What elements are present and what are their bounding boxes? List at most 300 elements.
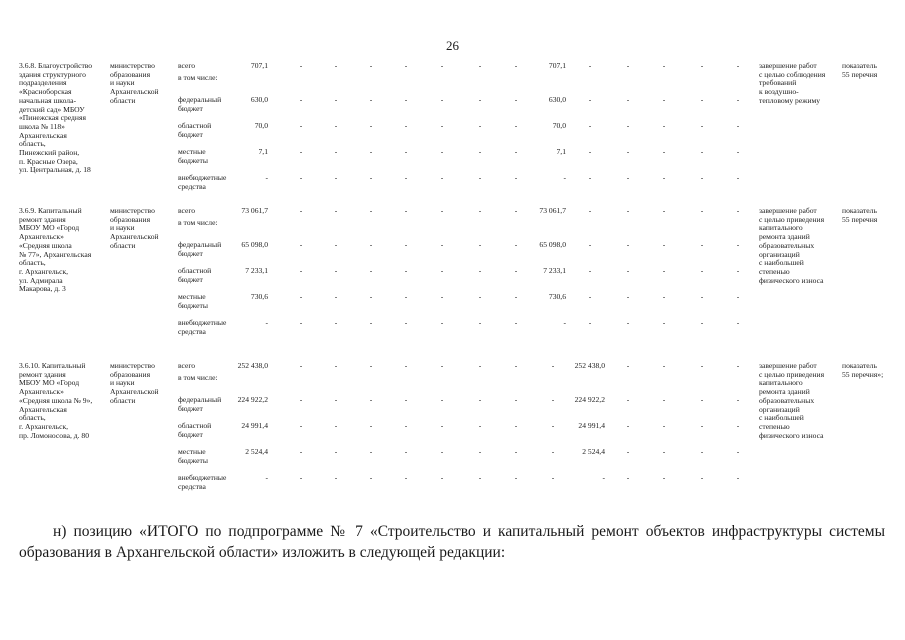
empty-cell-dash: - — [700, 361, 704, 370]
indicator-line: показатель — [842, 361, 877, 370]
source-label-federal: бюджет — [178, 248, 203, 258]
empty-cell-dash: - — [299, 173, 303, 182]
empty-cell-dash: - — [626, 266, 630, 275]
empty-cell-dash: - — [369, 61, 373, 70]
object-name-line: Архангельск» — [19, 232, 64, 242]
empty-cell-dash: - — [440, 447, 444, 456]
empty-cell-dash: - — [662, 206, 666, 215]
empty-cell-dash: - — [369, 147, 373, 156]
empty-cell-dash: - — [588, 240, 592, 249]
amount-year-total: 707,1 — [548, 61, 566, 70]
empty-cell-dash: - — [440, 292, 444, 301]
empty-cell-dash: - — [662, 266, 666, 275]
expected-result-line: с целью приведения — [759, 369, 825, 379]
empty-cell-dash: - — [299, 421, 303, 430]
empty-cell-dash: - — [514, 121, 518, 130]
empty-cell-dash: - — [626, 206, 630, 215]
expected-result-line: организаций — [759, 249, 800, 259]
object-name-line: «Пинежская средняя — [19, 113, 86, 123]
empty-cell-dash: - — [369, 173, 373, 182]
amount-year-local: 730,6 — [548, 292, 566, 301]
amount-year-total: 73 061,7 — [539, 206, 566, 215]
executor-line: области — [110, 95, 136, 105]
empty-cell-dash: - — [299, 447, 303, 456]
empty-cell-dash: - — [662, 292, 666, 301]
table-row — [0, 62, 905, 212]
empty-cell-dash: - — [588, 121, 592, 130]
empty-cell-dash: - — [736, 266, 740, 275]
expected-result-line: завершение работ — [759, 206, 817, 215]
empty-cell-dash: - — [700, 147, 704, 156]
object-name-line: 3.6.8. Благоустройство — [19, 61, 93, 70]
object-name-line: 3.6.9. Капитальный — [19, 206, 82, 215]
source-label-local: бюджеты — [178, 455, 208, 465]
empty-cell-dash: - — [700, 61, 704, 70]
empty-cell-dash: - — [440, 95, 444, 104]
indicator-line: показатель — [842, 206, 877, 215]
expected-result-line: с наибольшей — [759, 258, 804, 268]
expected-result-line: образовательных — [759, 395, 815, 405]
executor-line: образования — [110, 214, 151, 224]
object-name-line: область, — [19, 139, 46, 149]
amount-year-extrabudget: - — [563, 173, 566, 182]
expected-result-line: завершение работ — [759, 361, 817, 370]
indicator-line: 55 перечня»; — [842, 369, 884, 379]
expected-result-line: с целью приведения — [759, 214, 825, 224]
empty-cell-dash: - — [514, 292, 518, 301]
empty-cell-dash: - — [514, 61, 518, 70]
empty-cell-dash: - — [551, 395, 555, 404]
empty-cell-dash: - — [404, 206, 408, 215]
empty-cell-dash: - — [369, 121, 373, 130]
empty-cell-dash: - — [478, 421, 482, 430]
empty-cell-dash: - — [299, 266, 303, 275]
empty-cell-dash: - — [440, 318, 444, 327]
empty-cell-dash: - — [700, 266, 704, 275]
executor-line: Архангельской — [110, 387, 159, 397]
amount-total-extrabudget: - — [265, 318, 268, 327]
empty-cell-dash: - — [369, 95, 373, 104]
empty-cell-dash: - — [662, 318, 666, 327]
empty-cell-dash: - — [551, 473, 555, 482]
empty-cell-dash: - — [514, 361, 518, 370]
empty-cell-dash: - — [626, 121, 630, 130]
empty-cell-dash: - — [478, 240, 482, 249]
source-label-regional: бюджет — [178, 274, 203, 284]
empty-cell-dash: - — [662, 395, 666, 404]
amount-year-regional: 24 991,4 — [578, 421, 605, 430]
amount-total-federal: 65 098,0 — [241, 240, 268, 249]
empty-cell-dash: - — [404, 266, 408, 275]
executor-line: образования — [110, 369, 151, 379]
empty-cell-dash: - — [299, 395, 303, 404]
page-number: 26 — [446, 38, 459, 53]
source-label-total: всего — [178, 361, 196, 370]
empty-cell-dash: - — [662, 361, 666, 370]
source-label-local: местные — [178, 447, 206, 456]
empty-cell-dash: - — [736, 147, 740, 156]
empty-cell-dash: - — [334, 447, 338, 456]
source-label-federal: бюджет — [178, 403, 203, 413]
empty-cell-dash: - — [369, 447, 373, 456]
empty-cell-dash: - — [299, 473, 303, 482]
empty-cell-dash: - — [588, 266, 592, 275]
empty-cell-dash: - — [700, 240, 704, 249]
empty-cell-dash: - — [334, 318, 338, 327]
empty-cell-dash: - — [478, 473, 482, 482]
object-name-line: «Средняя школа — [19, 240, 72, 250]
object-name-line: МБОУ МО «Город — [19, 378, 80, 388]
empty-cell-dash: - — [588, 95, 592, 104]
expected-result-line: организаций — [759, 404, 800, 414]
empty-cell-dash: - — [662, 240, 666, 249]
source-label-extrabudget: внебюджетные — [178, 318, 227, 327]
object-name-line: № 77», Архангельская — [19, 249, 92, 259]
empty-cell-dash: - — [662, 173, 666, 182]
empty-cell-dash: - — [334, 395, 338, 404]
empty-cell-dash: - — [736, 240, 740, 249]
empty-cell-dash: - — [404, 61, 408, 70]
empty-cell-dash: - — [514, 318, 518, 327]
source-label-including: в том числе: — [178, 218, 218, 227]
amount-year-federal: 224 922,2 — [574, 395, 605, 404]
empty-cell-dash: - — [626, 473, 630, 482]
empty-cell-dash: - — [514, 240, 518, 249]
indicator-line: 55 перечня — [842, 69, 878, 79]
source-label-federal: федеральный — [178, 240, 222, 249]
empty-cell-dash: - — [404, 395, 408, 404]
empty-cell-dash: - — [440, 473, 444, 482]
empty-cell-dash: - — [299, 361, 303, 370]
empty-cell-dash: - — [334, 473, 338, 482]
empty-cell-dash: - — [404, 147, 408, 156]
source-label-local: местные — [178, 292, 206, 301]
source-label-regional: областной — [178, 266, 212, 275]
source-label-including: в том числе: — [178, 73, 218, 82]
empty-cell-dash: - — [334, 361, 338, 370]
executor-line: образования — [110, 69, 151, 79]
empty-cell-dash: - — [662, 121, 666, 130]
empty-cell-dash: - — [626, 318, 630, 327]
amount-year-federal: 630,0 — [548, 95, 566, 104]
empty-cell-dash: - — [736, 361, 740, 370]
object-name-line: ул. Адмирала — [19, 275, 63, 285]
amount-year-local: 7,1 — [556, 147, 566, 156]
empty-cell-dash: - — [736, 473, 740, 482]
expected-result-line: физического износа — [759, 430, 824, 440]
expected-result-line: капитального — [759, 378, 803, 388]
empty-cell-dash: - — [700, 206, 704, 215]
object-name-line: ул. Центральная, д. 18 — [19, 165, 91, 175]
expected-result-line: с целью соблюдения — [759, 69, 826, 79]
source-label-total: всего — [178, 206, 196, 215]
empty-cell-dash: - — [404, 447, 408, 456]
empty-cell-dash: - — [440, 121, 444, 130]
empty-cell-dash: - — [478, 206, 482, 215]
empty-cell-dash: - — [478, 292, 482, 301]
amount-total-local: 7,1 — [258, 147, 268, 156]
empty-cell-dash: - — [736, 61, 740, 70]
expected-result-line: требований — [759, 78, 797, 88]
expected-result-line: образовательных — [759, 240, 815, 250]
empty-cell-dash: - — [404, 361, 408, 370]
empty-cell-dash: - — [700, 473, 704, 482]
empty-cell-dash: - — [588, 173, 592, 182]
empty-cell-dash: - — [626, 240, 630, 249]
empty-cell-dash: - — [369, 292, 373, 301]
empty-cell-dash: - — [478, 95, 482, 104]
empty-cell-dash: - — [700, 395, 704, 404]
empty-cell-dash: - — [334, 61, 338, 70]
empty-cell-dash: - — [626, 421, 630, 430]
empty-cell-dash: - — [440, 206, 444, 215]
executor-line: и науки — [110, 78, 135, 88]
indicator-line: показатель — [842, 61, 877, 70]
executor-line: и науки — [110, 378, 135, 388]
empty-cell-dash: - — [369, 473, 373, 482]
empty-cell-dash: - — [369, 421, 373, 430]
object-name-line: Архангельская — [19, 404, 67, 414]
empty-cell-dash: - — [514, 447, 518, 456]
object-name-line: ремонт здания — [19, 369, 66, 379]
empty-cell-dash: - — [404, 292, 408, 301]
empty-cell-dash: - — [478, 395, 482, 404]
amount-total-total: 252 438,0 — [237, 361, 268, 370]
empty-cell-dash: - — [440, 240, 444, 249]
empty-cell-dash: - — [626, 361, 630, 370]
object-name-line: Пинежский район, — [19, 148, 80, 157]
empty-cell-dash: - — [626, 292, 630, 301]
source-label-extrabudget: средства — [178, 181, 206, 191]
object-name-line: п. Красные Озера, — [19, 156, 78, 166]
empty-cell-dash: - — [736, 95, 740, 104]
object-name-line: МБОУ МО «Город — [19, 223, 80, 233]
empty-cell-dash: - — [736, 292, 740, 301]
amount-total-total: 707,1 — [250, 61, 268, 70]
empty-cell-dash: - — [514, 473, 518, 482]
empty-cell-dash: - — [404, 95, 408, 104]
source-label-federal: бюджет — [178, 103, 203, 113]
empty-cell-dash: - — [588, 206, 592, 215]
object-name-line: подразделения — [19, 78, 67, 88]
amount-year-extrabudget: - — [602, 473, 605, 482]
empty-cell-dash: - — [700, 292, 704, 301]
empty-cell-dash: - — [334, 292, 338, 301]
empty-cell-dash: - — [299, 147, 303, 156]
object-name-line: Макарова, д. 3 — [19, 284, 66, 294]
object-name-line: здания структурного — [19, 69, 86, 79]
empty-cell-dash: - — [440, 147, 444, 156]
empty-cell-dash: - — [299, 292, 303, 301]
amount-total-regional: 70,0 — [254, 121, 268, 130]
empty-cell-dash: - — [478, 147, 482, 156]
empty-cell-dash: - — [736, 121, 740, 130]
source-label-total: всего — [178, 61, 196, 70]
table-row — [0, 207, 905, 357]
empty-cell-dash: - — [588, 61, 592, 70]
empty-cell-dash: - — [369, 318, 373, 327]
empty-cell-dash: - — [662, 95, 666, 104]
empty-cell-dash: - — [514, 206, 518, 215]
source-label-including: в том числе: — [178, 373, 218, 382]
empty-cell-dash: - — [404, 173, 408, 182]
amount-total-federal: 224 922,2 — [237, 395, 268, 404]
empty-cell-dash: - — [299, 121, 303, 130]
empty-cell-dash: - — [478, 447, 482, 456]
empty-cell-dash: - — [551, 421, 555, 430]
indicator-line: 55 перечня — [842, 214, 878, 224]
amount-total-local: 730,6 — [250, 292, 268, 301]
source-label-local: бюджеты — [178, 155, 208, 165]
empty-cell-dash: - — [662, 447, 666, 456]
amount-year-extrabudget: - — [563, 318, 566, 327]
executor-line: министерство — [110, 61, 155, 70]
empty-cell-dash: - — [551, 361, 555, 370]
empty-cell-dash: - — [299, 318, 303, 327]
empty-cell-dash: - — [700, 447, 704, 456]
source-label-regional: областной — [178, 121, 212, 130]
empty-cell-dash: - — [588, 147, 592, 156]
object-name-line: «Средняя школа № 9», — [19, 395, 93, 405]
amount-total-total: 73 061,7 — [241, 206, 268, 215]
empty-cell-dash: - — [369, 240, 373, 249]
empty-cell-dash: - — [404, 421, 408, 430]
expected-result-line: ремонта зданий — [759, 232, 810, 242]
empty-cell-dash: - — [404, 240, 408, 249]
empty-cell-dash: - — [662, 473, 666, 482]
amount-year-total: 252 438,0 — [574, 361, 605, 370]
amount-total-federal: 630,0 — [250, 95, 268, 104]
expected-result-line: к воздушно- — [759, 87, 799, 97]
empty-cell-dash: - — [736, 206, 740, 215]
empty-cell-dash: - — [404, 473, 408, 482]
source-label-extrabudget: внебюджетные — [178, 473, 227, 482]
source-label-regional: бюджет — [178, 129, 203, 139]
empty-cell-dash: - — [514, 395, 518, 404]
object-name-line: пр. Ломоносова, д. 80 — [19, 430, 89, 440]
empty-cell-dash: - — [334, 240, 338, 249]
empty-cell-dash: - — [299, 95, 303, 104]
source-label-local: местные — [178, 147, 206, 156]
empty-cell-dash: - — [700, 421, 704, 430]
executor-line: области — [110, 395, 136, 405]
amount-year-local: 2 524,4 — [582, 447, 605, 456]
empty-cell-dash: - — [334, 266, 338, 275]
empty-cell-dash: - — [551, 447, 555, 456]
empty-cell-dash: - — [478, 173, 482, 182]
empty-cell-dash: - — [369, 266, 373, 275]
empty-cell-dash: - — [736, 395, 740, 404]
object-name-line: область, — [19, 258, 46, 268]
executor-line: Архангельской — [110, 232, 159, 242]
empty-cell-dash: - — [440, 361, 444, 370]
empty-cell-dash: - — [334, 95, 338, 104]
expected-result-line: степенью — [759, 266, 790, 276]
empty-cell-dash: - — [626, 395, 630, 404]
empty-cell-dash: - — [334, 421, 338, 430]
empty-cell-dash: - — [440, 173, 444, 182]
empty-cell-dash: - — [478, 121, 482, 130]
empty-cell-dash: - — [334, 206, 338, 215]
empty-cell-dash: - — [478, 266, 482, 275]
empty-cell-dash: - — [440, 61, 444, 70]
expected-result-line: капитального — [759, 223, 803, 233]
empty-cell-dash: - — [369, 206, 373, 215]
empty-cell-dash: - — [626, 61, 630, 70]
expected-result-line: степенью — [759, 421, 790, 431]
object-name-line: Архангельская — [19, 130, 67, 140]
expected-result-line: тепловому режиму — [759, 95, 821, 105]
expected-result-line: ремонта зданий — [759, 387, 810, 397]
object-name-line: ремонт здания — [19, 214, 66, 224]
empty-cell-dash: - — [334, 147, 338, 156]
executor-line: министерство — [110, 206, 155, 215]
empty-cell-dash: - — [736, 173, 740, 182]
empty-cell-dash: - — [334, 121, 338, 130]
executor-line: Архангельской — [110, 87, 159, 97]
amount-total-regional: 7 233,1 — [245, 266, 268, 275]
amount-total-regional: 24 991,4 — [241, 421, 268, 430]
empty-cell-dash: - — [700, 121, 704, 130]
empty-cell-dash: - — [299, 206, 303, 215]
empty-cell-dash: - — [514, 266, 518, 275]
empty-cell-dash: - — [626, 147, 630, 156]
empty-cell-dash: - — [299, 240, 303, 249]
amount-year-federal: 65 098,0 — [539, 240, 566, 249]
empty-cell-dash: - — [440, 421, 444, 430]
object-name-line: детский сад» МБОУ — [19, 104, 85, 114]
empty-cell-dash: - — [334, 173, 338, 182]
empty-cell-dash: - — [662, 61, 666, 70]
source-label-extrabudget: внебюджетные — [178, 173, 227, 182]
empty-cell-dash: - — [736, 421, 740, 430]
empty-cell-dash: - — [514, 147, 518, 156]
empty-cell-dash: - — [626, 447, 630, 456]
empty-cell-dash: - — [514, 421, 518, 430]
amendment-paragraph: н) позицию «ИТОГО по подпрограмме № 7 «Строительство и капитальный ремонт объектов инфраструктуры системы образования в Архангельской области» изложить в следующей редакции: — [19, 523, 885, 561]
empty-cell-dash: - — [626, 95, 630, 104]
empty-cell-dash: - — [404, 318, 408, 327]
empty-cell-dash: - — [736, 318, 740, 327]
source-label-local: бюджеты — [178, 300, 208, 310]
empty-cell-dash: - — [662, 147, 666, 156]
amount-total-extrabudget: - — [265, 473, 268, 482]
expected-result-line: физического износа — [759, 275, 824, 285]
source-label-federal: федеральный — [178, 95, 222, 104]
object-name-line: г. Архангельск, — [19, 266, 69, 276]
object-name-line: «Красноборская — [19, 87, 72, 97]
empty-cell-dash: - — [404, 121, 408, 130]
object-name-line: школа № 118» — [19, 121, 65, 131]
executor-line: области — [110, 240, 136, 250]
object-name-line: Архангельск» — [19, 387, 64, 397]
empty-cell-dash: - — [588, 292, 592, 301]
source-label-regional: бюджет — [178, 429, 203, 439]
amount-year-regional: 70,0 — [552, 121, 566, 130]
executor-line: и науки — [110, 223, 135, 233]
object-name-line: г. Архангельск, — [19, 421, 69, 431]
empty-cell-dash: - — [700, 95, 704, 104]
executor-line: министерство — [110, 361, 155, 370]
expected-result-line: с наибольшей — [759, 413, 804, 423]
object-name-line: 3.6.10. Капитальный — [19, 361, 86, 370]
object-name-line: область, — [19, 413, 46, 423]
empty-cell-dash: - — [700, 173, 704, 182]
empty-cell-dash: - — [478, 318, 482, 327]
amount-total-extrabudget: - — [265, 173, 268, 182]
source-label-regional: областной — [178, 421, 212, 430]
empty-cell-dash: - — [514, 173, 518, 182]
